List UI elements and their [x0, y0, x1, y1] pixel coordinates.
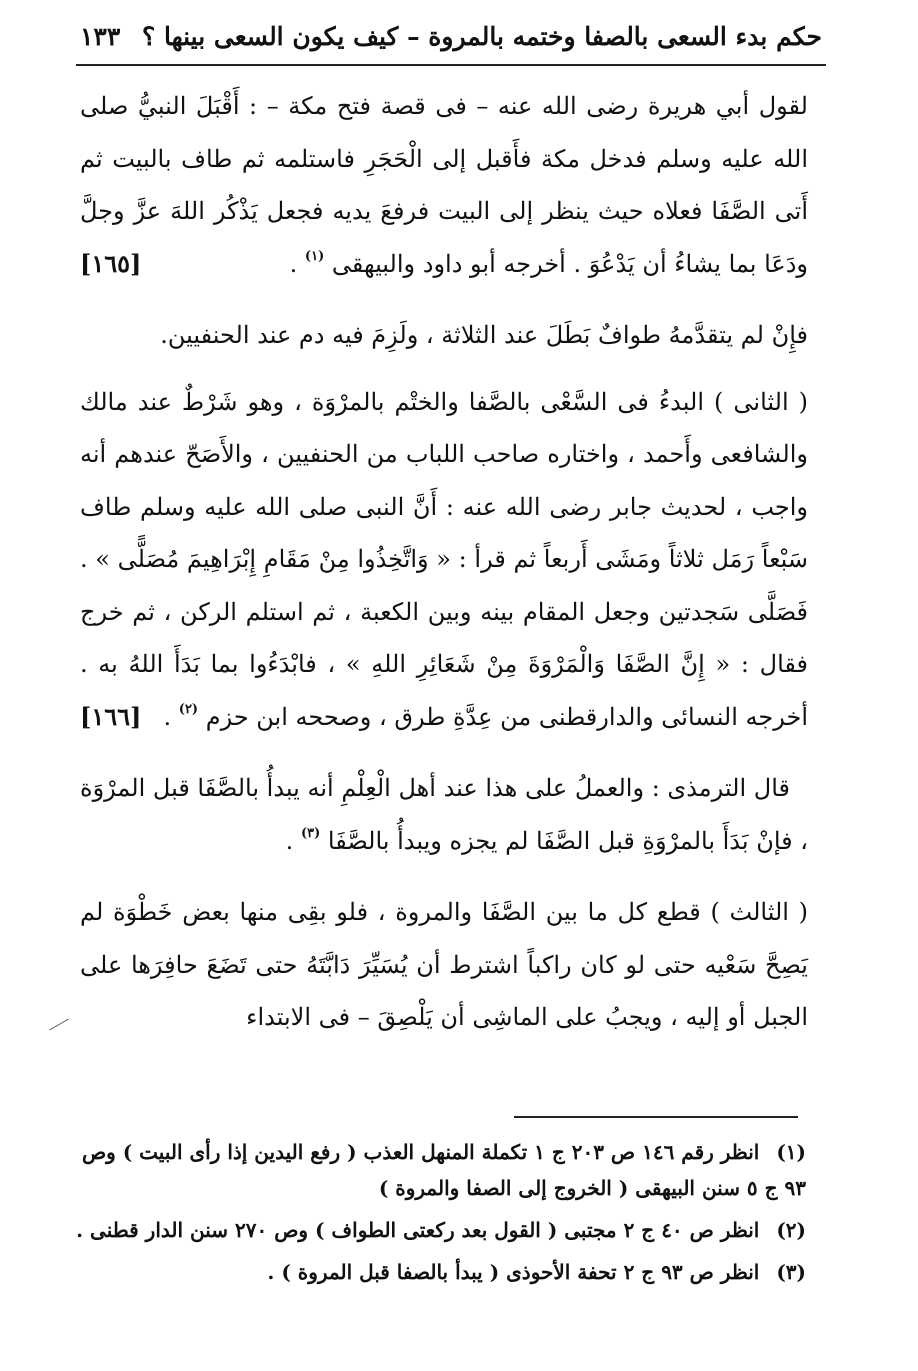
- paragraph-text: ( الثالث ) قطع كل ما بين الصَّفَا والمروة ، فلو بقِى منها بعض خَطْوَة لم يَصِحَّ سَعْيه حتى لو كان راكباً اشترط أن يُسَيِّرَ دَابَّتَهُ حتى تَضَعَ حافِرَها على الجبل أو إليه ، ويجبُ على الماشِى أن يَلْصِقَ – فى الابتداء: [80, 898, 808, 1031]
- sentence-end: .: [289, 249, 298, 278]
- footnote-marker-2[interactable]: (٢): [178, 701, 199, 717]
- footnote-1: [70, 1134, 806, 1206]
- footnote-text: انظر ص ٩٣ ج ٢ تحفة الأحوذى ( يبدأ بالصفا قبل المروة ) .: [267, 1260, 760, 1284]
- hadith-number: [١٦٦]: [80, 701, 142, 731]
- paragraph-1: [80, 80, 808, 295]
- footnote-2: [70, 1212, 806, 1248]
- paragraph-4: [80, 762, 808, 872]
- footnote-number: (٢): [776, 1218, 806, 1242]
- paragraph-5: [80, 886, 808, 1044]
- paragraph-text: ( الثانى ) البدءُ فى السَّعْى بالصَّفا والختْم بالمرْوَة ، وهو شَرْطٌ عند مالك والشافعى وأَحمد ، واختاره صاحب اللباب من الحنفيين ، والأَصَحّ عندهم أنه واجب ، لحديث جابر رضى الله عنه : أَنَّ النبى صلى الله عليه وسلم طاف سَبْعاً رَمَل ثلاثاً ومَشَى أَربعاً ثم قرأ : « وَاتَّخِذُوا مِنْ مَقَامِ إِبْرَاهِيمَ مُصَلًّى » . فَصَلَّى سَجدتين وجعل المقام بينه وبين الكعبة ، ثم استلم الركن ، ثم خرج فقال : « إِنَّ الصَّفَا وَالْمَرْوَةَ مِنْ شَعَائِرِ اللهِ » ، فابْدَءُوا بما بَدَأَ اللهُ به . أخرجه النسائى والدارقطنى من عِدَّةِ طرق ، وصححه ابن حزم: [80, 387, 808, 731]
- footnote-marker-1[interactable]: (١): [304, 248, 325, 264]
- paragraph-text: قال الترمذى : والعملُ على هذا عند أهل الْعِلْمِ أنه يبدأُ بالصَّفَا قبل المرْوَة ، فإنْ بَدَأَ بالمرْوَةِ قبل الصَّفَا لم يجزه ويبدأُ بالصَّفَا: [80, 774, 808, 855]
- footnote-number: (١): [776, 1140, 806, 1164]
- footnote-3: [70, 1254, 806, 1290]
- hadith-number: [١٦٥]: [80, 248, 142, 278]
- paragraph-2: [80, 309, 808, 362]
- footnote-rule: [514, 1116, 798, 1118]
- sentence-end: .: [163, 702, 172, 731]
- paragraph-text: فإِنْ لم يتقدَّمهُ طوافٌ بَطَلَ عند الثلاثة ، ولَزِمَ فيه دم عند الحنفيين.: [160, 321, 808, 349]
- header-rule: [76, 64, 826, 66]
- paragraph-3: [80, 376, 808, 749]
- footnote-number: (٣): [776, 1260, 806, 1284]
- main-text: [80, 80, 808, 1058]
- paragraph-text: لقول أبي هريرة رضى الله عنه – فى قصة فتح مكة – : أَقْبَلَ النبيُّ صلى الله عليه وسلم فدخل مكة فأَقبل إلى الْحَجَرِ فاستلمه ثم طاف بالبيت ثم أَتى الصَّفَا فعلاه حيث ينظر إلى البيت فرفعَ يديه فجعل يَذْكُر اللهَ عزَّ وجلَّ ودَعَا بما يشاءُ أن يَدْعُوَ . أخرجه أبو داود والبيهقى: [80, 92, 808, 278]
- running-header: [80, 14, 822, 58]
- sentence-end: .: [285, 826, 294, 855]
- margin-pencil-mark: [49, 1019, 69, 1031]
- footnotes: [70, 1134, 806, 1296]
- page-number: ١٣٣: [80, 21, 121, 51]
- running-title: حكم بدء السعى بالصفا وختمه بالمروة – كيف يكون السعى بينها ؟: [142, 21, 822, 51]
- footnote-marker-3[interactable]: (٣): [300, 825, 321, 841]
- footnote-text: انظر رقم ١٤٦ ص ٢٠٣ ج ١ تكملة المنهل العذب ( رفع اليدين إذا رأى البيت ) وص ٩٣ ج ٥ سنن البيهقى ( الخروج إلى الصفا والمروة ): [81, 1140, 806, 1200]
- footnote-text: انظر ص ٤٠ ج ٢ مجتبى ( القول بعد ركعتى الطواف ) وص ٢٧٠ سنن الدار قطنى .: [76, 1218, 760, 1242]
